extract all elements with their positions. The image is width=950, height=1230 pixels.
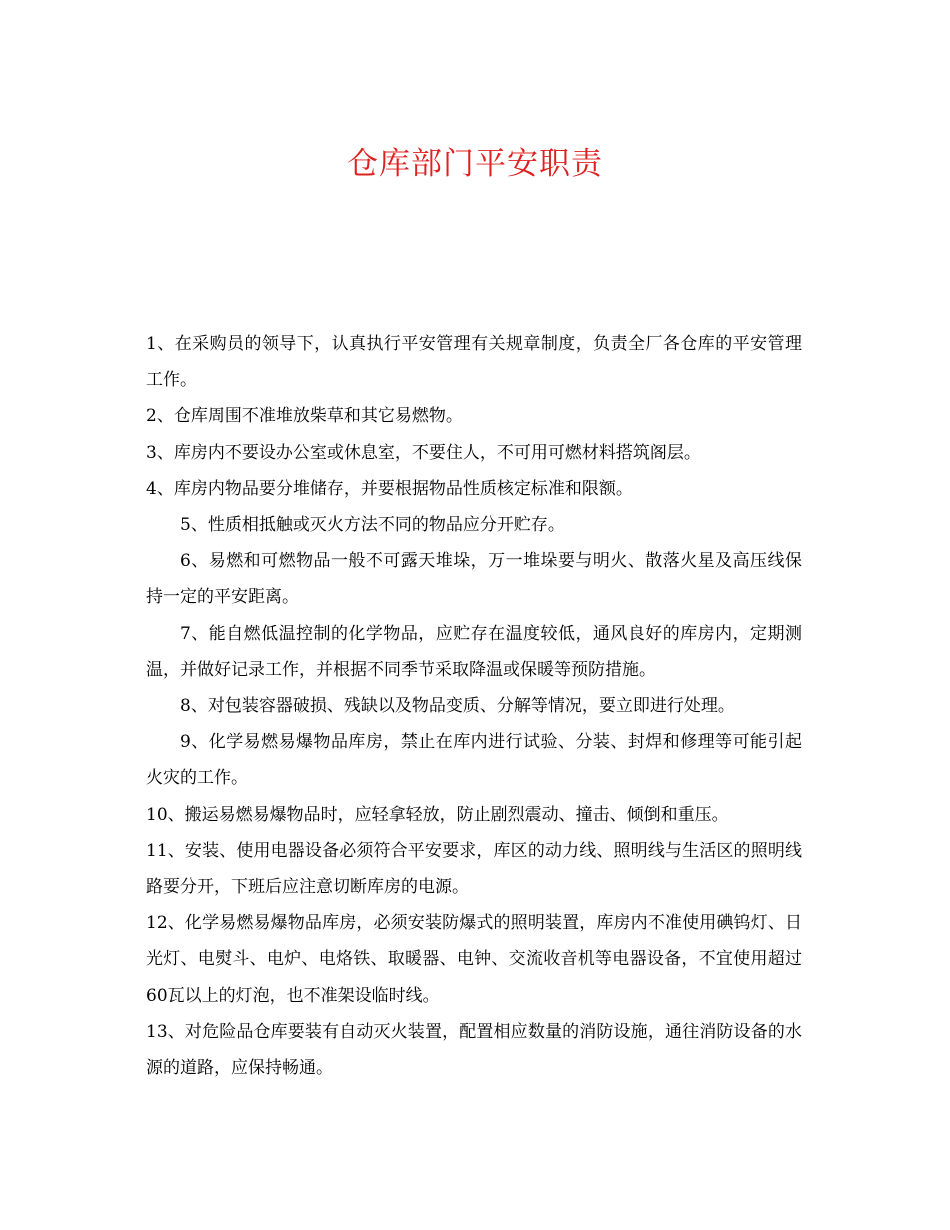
paragraph-5: 5、性质相抵触或灭火方法不同的物品应分开贮存。 <box>180 515 565 536</box>
document-title: 仓库部门平安职责 <box>347 146 603 182</box>
paragraph-9: 9、化学易燃易爆物品库房，禁止在库内进行试验、分装、封焊和修理等可能引起火灾的工作。 <box>146 732 802 789</box>
paragraph-10: 10、搬运易燃易爆物品时，应轻拿轻放，防止剧烈震动、撞击、倾倒和重压。 <box>146 804 729 825</box>
paragraph-1: 1、在采购员的领导下，认真执行平安管理有关规章制度，负责全厂各仓库的平安管理工作。 <box>146 334 802 391</box>
paragraph-7: 7、能自燃低温控制的化学物品，应贮存在温度较低，通风良好的库房内，定期测温，并做好记录工作，并根据不同季节采取降温或保暖等预防措施。 <box>146 623 802 680</box>
paragraph-8: 8、对包装容器破损、残缺以及物品变质、分解等情况，要立即进行处理。 <box>180 696 735 717</box>
paragraph-13: 13、对危险品仓库要装有自动灭火装置，配置相应数量的消防设施，通往消防设备的水源的道路，应保持畅通。 <box>146 1021 802 1079</box>
paragraph-3: 3、库房内不要设办公室或休息室，不要住人，不可用可燃材料搭筑阁层。 <box>146 442 701 463</box>
paragraph-6: 6、易燃和可燃物品一般不可露天堆垛，万一堆垛要与明火、散落火星及高压线保持一定的平安距离。 <box>146 551 802 608</box>
paragraph-2: 2、仓库周围不准堆放柴草和其它易燃物。 <box>146 406 463 427</box>
paragraph-11: 11、安装、使用电器设备必须符合平安要求，库区的动力线、照明线与生活区的照明线路要分开，下班后应注意切断库房的电源。 <box>146 840 802 898</box>
paragraph-12: 12、化学易燃易爆物品库房，必须安装防爆式的照明装置，库房内不准使用碘钨灯、日光灯、电熨斗、电炉、电烙铁、取暖器、电钟、交流收音机等电器设备，不宜使用超过60瓦以上的灯泡，也不准架设临时线。 <box>146 913 802 1006</box>
document-body <box>146 326 802 1086</box>
paragraph-4: 4、库房内物品要分堆储存，并要根据物品性质核定标准和限额。 <box>146 478 633 499</box>
